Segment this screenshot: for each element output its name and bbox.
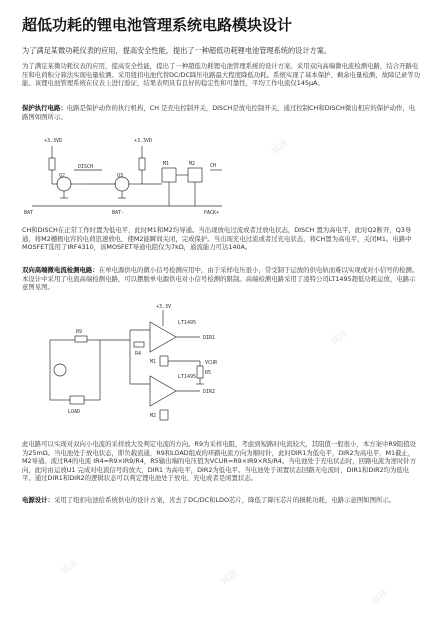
fig1-vcc1-label: +3.3VD <box>44 138 63 144</box>
fig2-load-label: LOAD <box>68 409 81 415</box>
sense-paragraph <box>22 266 420 292</box>
fig2-vcc-label: +3.3V <box>156 304 172 310</box>
fig1-bat-label: BAT <box>24 210 34 216</box>
fig1-m2-label: M2 <box>189 161 196 167</box>
fig2-r9-label: R9 <box>76 329 83 335</box>
fig1-disch-label: DISCH <box>78 164 94 170</box>
fig1-ch-label: CH <box>210 163 217 169</box>
fig2-r4-label: R4 <box>135 351 142 357</box>
protection-circuit-diagram <box>22 128 232 218</box>
watermark: 试读 <box>329 328 351 347</box>
fig2-dir2-label: DIR2 <box>203 389 216 395</box>
fig2-m2-label: M2 <box>150 413 157 419</box>
fig1-m1-label: M1 <box>163 161 170 167</box>
fig2-r5-label: R5 <box>205 370 212 376</box>
fig2-m1-label: M1 <box>150 359 157 365</box>
fig1-q3-label: Q3 <box>117 173 124 179</box>
watermark: 试读 <box>59 558 81 577</box>
protect-text: 电路是保护动作的执行机构，CH 是充电控制开关，DISCH是放电控制开关，通过控制CH和DISCH微出相应的保护动作，电路图如图所示。 <box>22 104 416 121</box>
page-title: 超低功耗的锂电池管理系统电路模块设计 <box>22 16 293 34</box>
fig1-vcc2-label: +3.3VD <box>134 138 153 144</box>
lead-paragraph: 为了满足某微功耗仪表的应用，提高安全性能，提出了一种超低功耗锂电池管理系统的设计方案。 <box>22 46 332 55</box>
fig2-dir1-label: DIR1 <box>203 335 216 341</box>
sense-heading: 双向高端微电流检测电路： <box>22 266 99 274</box>
fig2-u1-label: LT1495 <box>178 320 197 326</box>
protect-heading: 保护执行电路： <box>22 104 67 112</box>
power-paragraph <box>22 496 420 505</box>
watermark: 试读 <box>369 588 391 607</box>
watermark: 试读 <box>219 568 241 587</box>
current-sense-circuit-diagram <box>40 300 240 430</box>
fig1-pack-label: PACK+ <box>204 210 220 216</box>
watermark: 试读 <box>269 138 291 157</box>
fig2-u2-label: LT1495 <box>178 374 197 380</box>
power-text: 采用了纽扣电池给系统供电的设计方案，省去了DC/DC和LDO芯片，降低了降压芯片的损耗功耗，电路示意图如图所示。 <box>53 496 396 504</box>
fig2-vcur-label: VCUR <box>205 360 218 366</box>
sense-text: 在单电源供电的微小信号检测应用中，由于采样电压很小，常受制于运放的供电轨而难以实现或对小信号的检测。本设计中采用了电流高端检测电路，可以摆脱单电源供电对小信号检测的限制。高端检测电路采用了凌特公司LT1495超低功耗运放，电路示意图见图。 <box>22 266 419 292</box>
circuit-explanation-paragraph: 此电路可以实现对双向小电流的采样放大及判定电流的方向。R9为采样电阻，考虑到短路时电流较大，其阻值一般很小，本方案中R9阻值设为25mΩ。当电池处于放电状态，即负载流通，R9和LOAD组成的环路电流方向为顺时针，此时DIR1为低电平，DIR2为高电平，M1截止，M2导通。流过R4的电流 IR4=R9×IR9/R4，R5输出端的电压值为VCUR=R9×IR9×R5/R4。当电池处于充电状态时，回路电流为逆时针方向，此时由运放U1 完成对电流信号的放大，DIR1 为高电平，DIR2为低电平。当电池处于闲置状态回路无电流时，DIR1和DIR2均为低电平。通过DIR1和DIR2的逻辑状态可以判定锂电池处于放电、充电或者是闲置状态。 <box>22 440 417 483</box>
intro-paragraph: 为了满足某微功耗仪表的应用，提高安全性能，提出了一种超低功耗锂电池管理系统的设计方案。采用双向高端微电流检测电路，结合开路电压和电荷积分算法实现电量检测。采用纽扣电池代替DC/DC降压电路最大程度降低功耗。系统实现了基本保护、剩余电量检测、故障记录等功能。该锂电池管理系统在仪表上进行验证，结果表明具有良好的稳定性和可靠性，平均工作电流仅145μA。 <box>22 62 420 88</box>
power-heading: 电源设计： <box>22 496 54 504</box>
ch-disch-paragraph: CH和DISCH在正常工作时置为低电平，此时M1和M2均导通。当出现放电过流或者过放电状态，DISCH 置为高电平，此时Q2断开，Q3导通，将M2栅极电容的电荷迅速放电，使M2能瞬间关闭，完成保护。当出现充电过流或者过充电状态，将CH置为高电平，关闭M1。电路中MOSFET选用了IRF4310，该MOSFET导通电阻仅为7kΩ，通流能力可达140A。 <box>22 226 412 252</box>
fig1-q2-label: Q2 <box>59 173 66 179</box>
fig1-bat2-label: BAT- <box>112 210 125 216</box>
protect-paragraph <box>22 104 420 121</box>
